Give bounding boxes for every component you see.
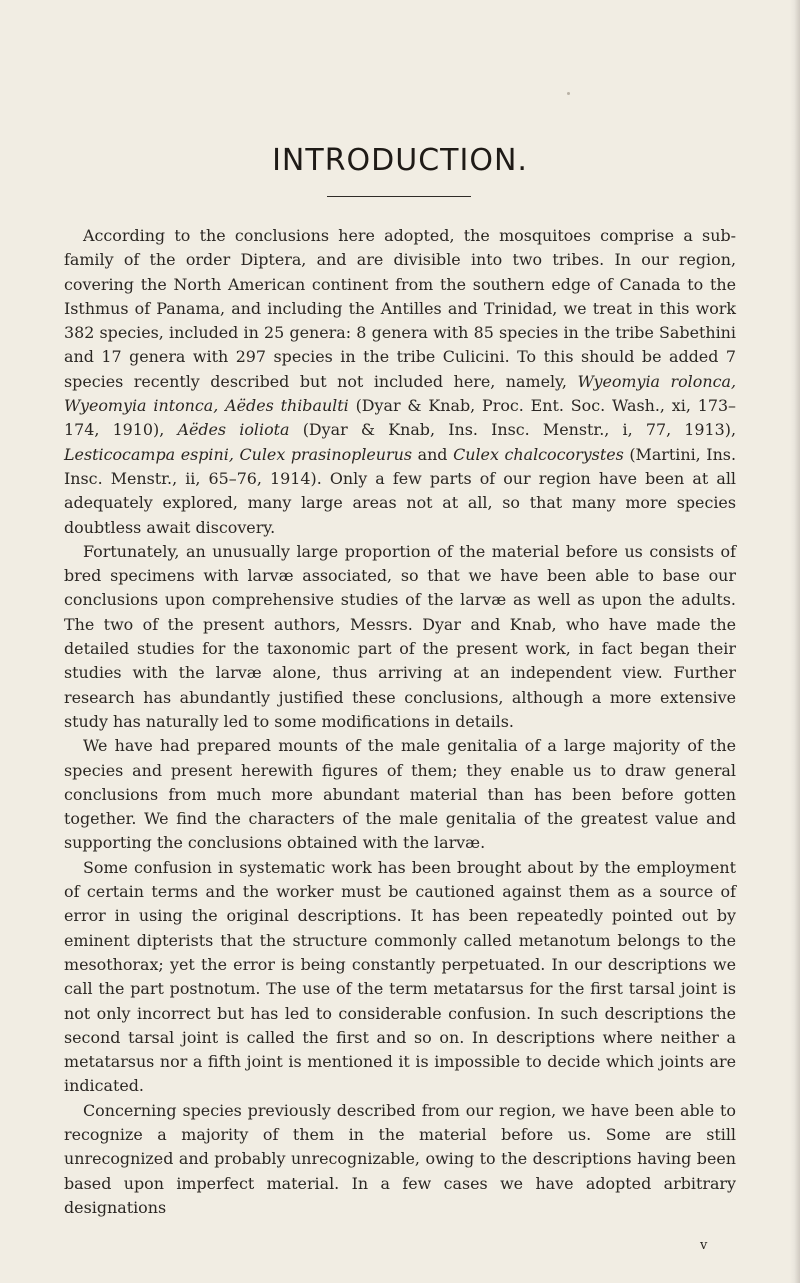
text-run: Some confusion in systematic work has been brought about by the employment of certain terms and the worker must be cautioned against them as a source of error in using the original descriptions. It has been repeatedly pointed out by eminent dipterists that the structure commonly called metanotum belongs to the mesothorax; yet the error is being constantly perpetuated. In our descriptions we call the part postnotum. The use of the term metatarsus for the first tarsal joint is not only incorrect but has led to considerable confusion. In such descriptions the second tarsal joint is called the first and so on. In descriptions where neither a metatarsus nor a fifth joint is mentioned it is impossible to decide which joints are indicated.: [64, 857, 736, 1096]
species-name: Culex chalcocorystes: [453, 444, 624, 464]
species-name: Lesticocampa espini, Culex prasinopleurus: [64, 444, 413, 464]
title-rule: [327, 196, 471, 197]
text-run: Concerning species previously described from our region, we have been able to recognize a majority of them in the material before us. Some are still unrecognized and probably unrecognizable, owing to the descriptions having been based upon imperfect material. In a few cases we have adopted arbitrary designations: [64, 1100, 736, 1217]
text-run: and: [412, 444, 454, 464]
page-edge-shadow: [790, 0, 800, 1283]
paragraph: [64, 856, 736, 1099]
text-run: (Dyar & Knab, Ins. Insc. Menstr., i, 77, 1913),: [289, 420, 736, 440]
body-text: [64, 224, 736, 1220]
paragraph: [64, 1099, 736, 1220]
page-number: v: [700, 1238, 708, 1253]
text-run: According to the conclusions here adopted, the mosquitoes comprise a sub-family of the order Diptera, and are divisible into two tribes. In our region, covering the North American continent from the southern edge of Canada to the Isthmus of Panama, and including the Antilles and Trinidad, we treat in this work 382 species, included in 25 genera: 8 genera with 85 species in the tribe Sabethini and 17 genera with 297 species in the tribe Culicini. To this should be added 7 species recently described but not included here, namely,: [64, 226, 736, 391]
paper-speck: [567, 92, 570, 95]
paragraph: [64, 224, 736, 540]
text-run: We have had prepared mounts of the male genitalia of a large majority of the species and present herewith figures of them; they enable us to draw general conclusions from much more abundant material than has been before gotten together. We find the characters of the male genitalia of the greatest value and supporting the conclusions obtained with the larvæ.: [64, 736, 736, 853]
species-name: Wyeomyia rolonca, Wyeomyia intonca, Aëdes thibaulti: [64, 371, 736, 416]
text-run: Fortunately, an unusually large proportion of the material before us consists of bred specimens with larvæ associated, so that we have been able to base our conclusions upon comprehensive studies of the larvæ as well as upon the adults. The two of the present authors, Messrs. Dyar and Knab, who have made the detailed studies for the taxonomic part of the present work, in fact began their studies with the larvæ alone, thus arriving at an independent view. Further research has abundantly justified these conclusions, although a more extensive study has naturally led to some modifications in details.: [64, 541, 736, 731]
paragraph: [64, 540, 736, 734]
species-name: Aëdes ioliota: [177, 420, 290, 440]
paragraph: [64, 734, 736, 855]
text-run: (Dyar & Knab, Proc. Ent. Soc. Wash., xi, 173–174, 1910),: [64, 396, 736, 440]
page-title: INTRODUCTION.: [272, 143, 528, 178]
text-run: (Martini, Ins. Insc. Menstr., ii, 65–76, 1914). Only a few parts of our region have been at all adequately explored, many large areas not at all, so that many more species doubtless await discovery.: [64, 444, 737, 537]
